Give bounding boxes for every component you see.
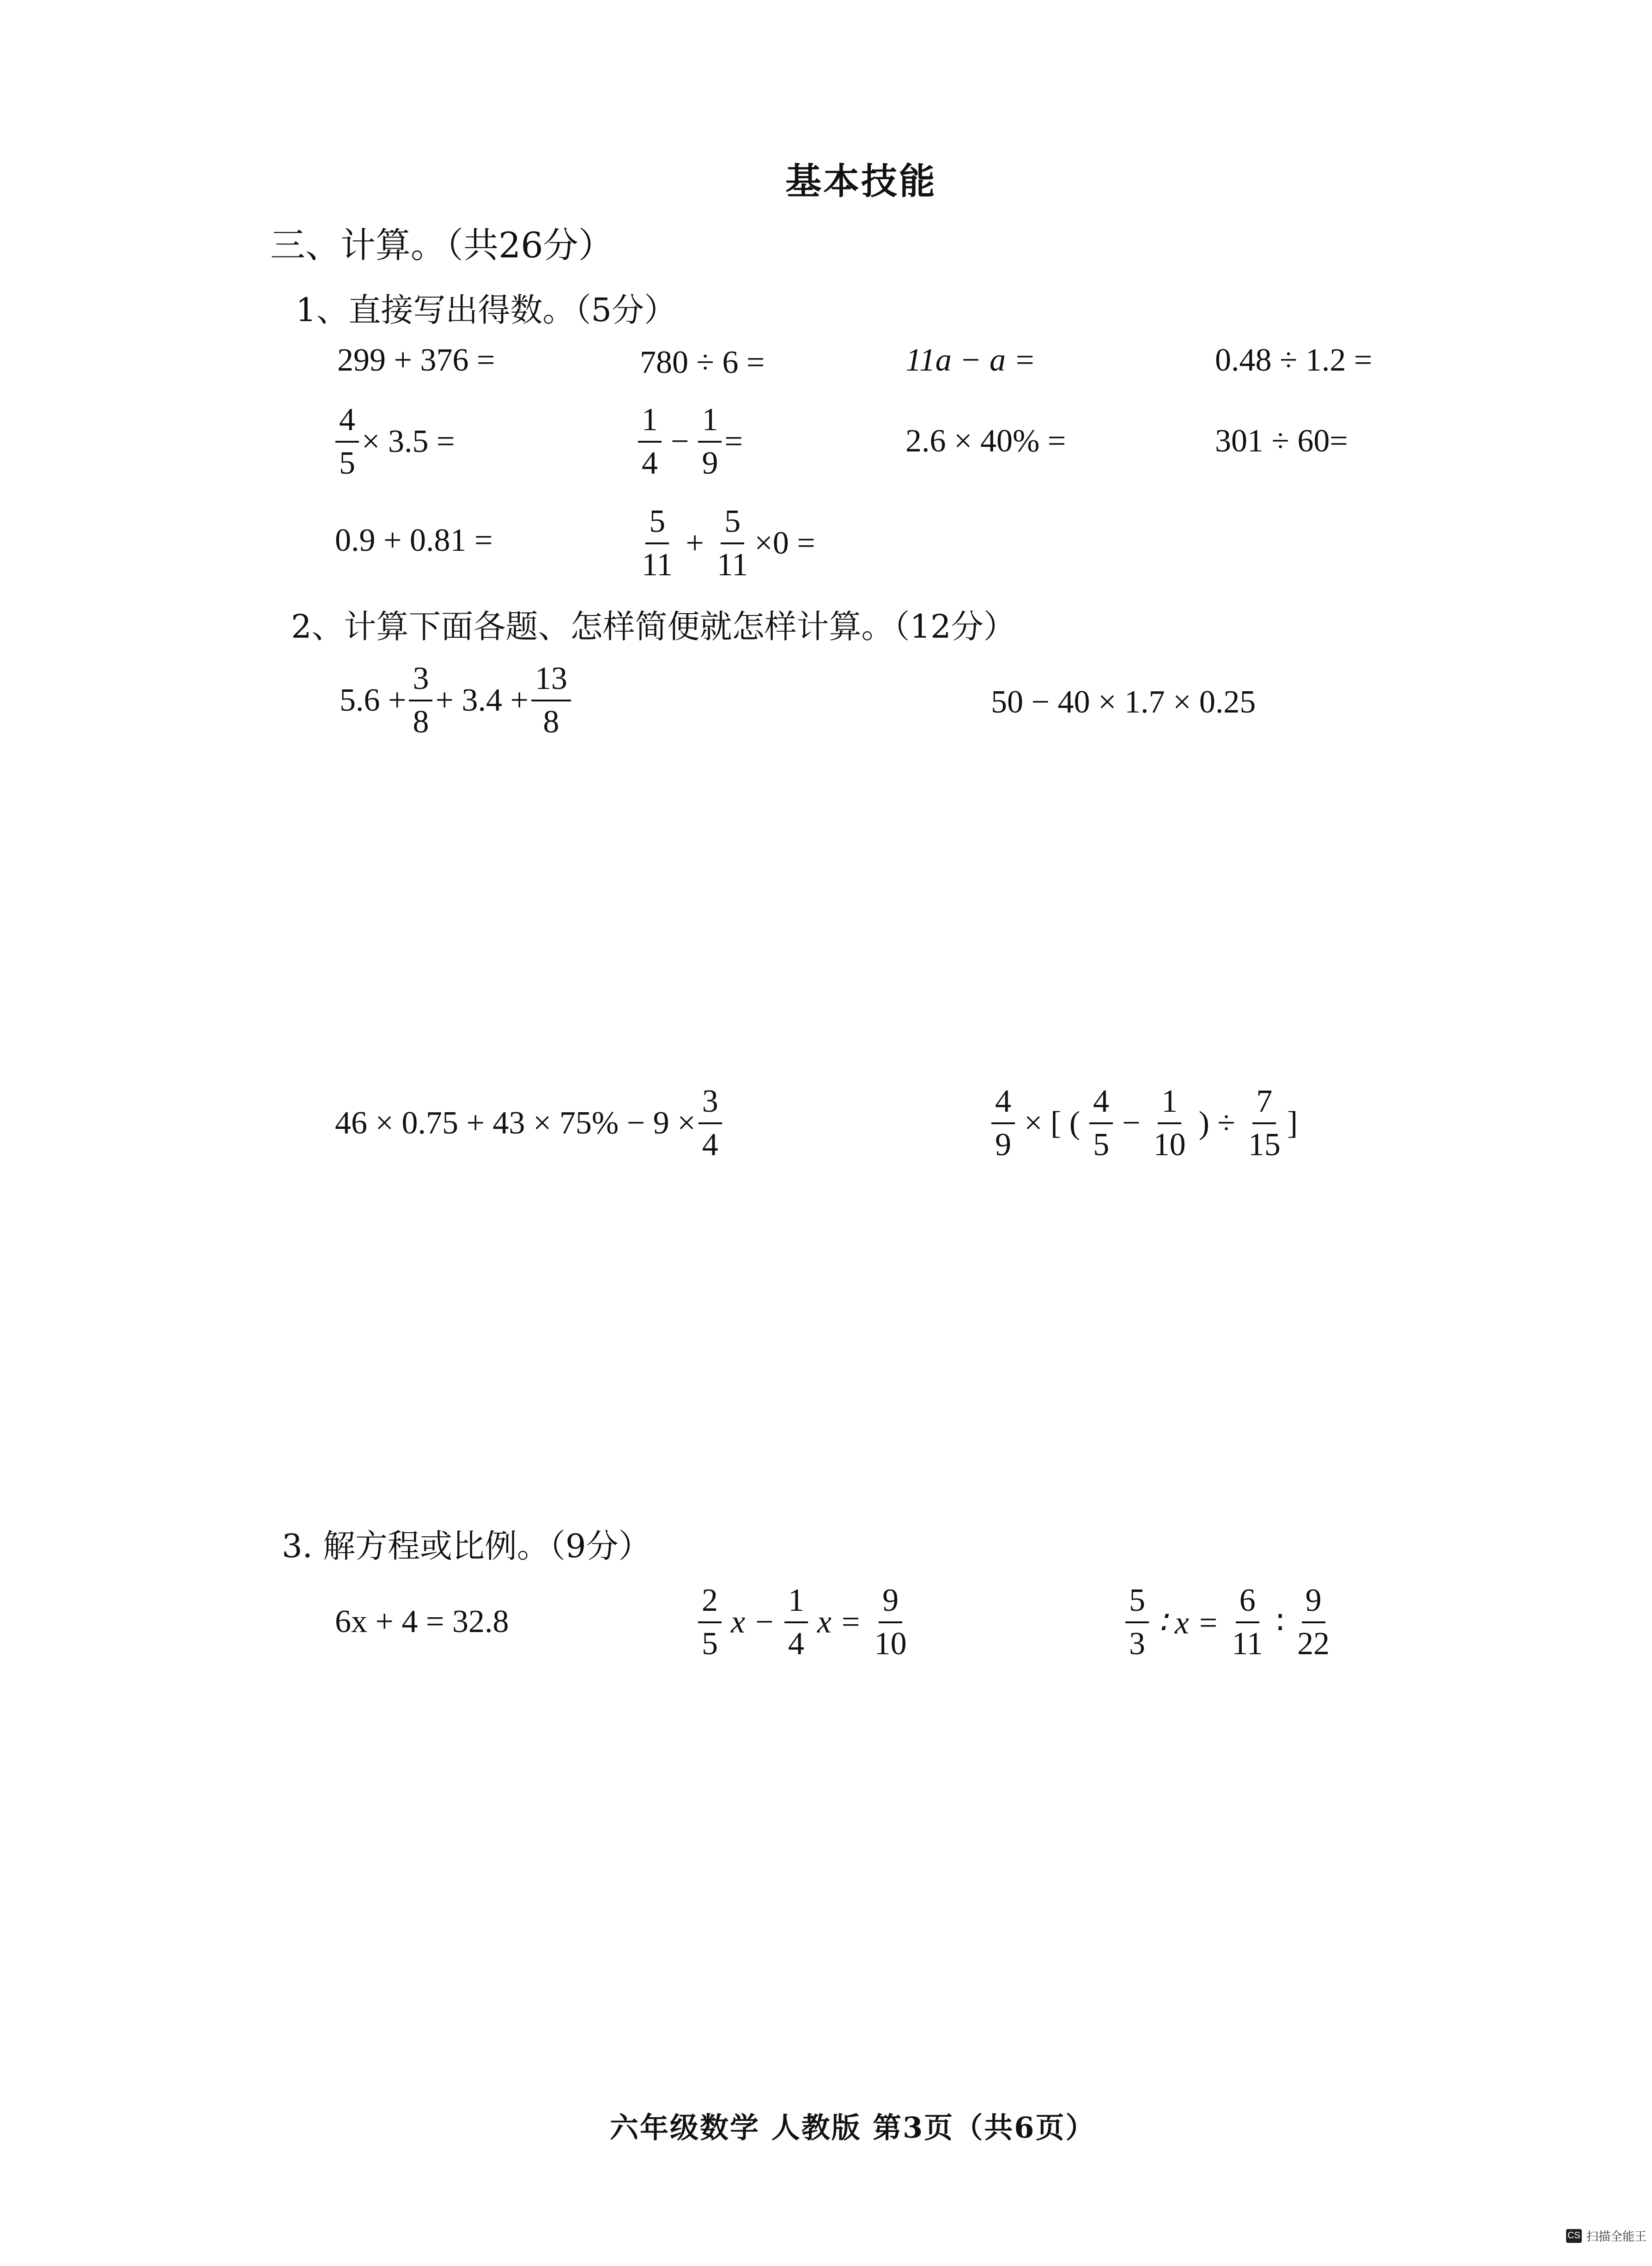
- operator: +: [686, 525, 704, 561]
- denominator: 5: [339, 445, 355, 481]
- q3-expr-3: [1123, 1583, 1336, 1662]
- q1-expr-1-text: 299 + 376 =: [337, 342, 495, 378]
- fraction: [871, 1583, 911, 1662]
- numerator: 4: [1089, 1084, 1113, 1124]
- q1-expr-5: [333, 402, 455, 481]
- q2-expr-2-text: 50 − 40 × 1.7 × 0.25: [991, 684, 1256, 720]
- q3-expr-1-text: 6x + 4 = 32.8: [335, 1604, 509, 1639]
- q1-expr-9: [335, 522, 492, 559]
- q1-expr-7: [905, 423, 1066, 460]
- numerator: 3: [409, 661, 432, 701]
- fraction: [1150, 1084, 1190, 1163]
- fraction: [698, 402, 722, 481]
- scanner-logo-icon: CS: [1566, 2229, 1582, 2243]
- bracket-close: ]: [1287, 1105, 1298, 1141]
- fraction: [698, 1583, 722, 1662]
- page-title: 基本技能: [785, 160, 937, 202]
- q2-heading: 2、计算下面各题、怎样简便就怎样计算。（12分）: [291, 608, 1016, 646]
- ratio-operator: ∶ x =: [1158, 1605, 1219, 1641]
- numerator: 9: [879, 1583, 902, 1623]
- denominator: 9: [702, 445, 718, 481]
- scanner-watermark-text: 扫描全能王: [1586, 2229, 1647, 2243]
- denominator: 22: [1297, 1626, 1330, 1662]
- q1-expr-5-rest: × 3.5 =: [362, 424, 455, 459]
- fraction: [1089, 1084, 1113, 1163]
- numerator: 9: [1302, 1583, 1325, 1623]
- denominator: 15: [1248, 1127, 1281, 1163]
- numerator: 3: [698, 1084, 722, 1124]
- numerator: 4: [991, 1084, 1015, 1124]
- numerator: 1: [698, 402, 722, 443]
- q1-expr-8: [1215, 423, 1348, 460]
- fraction: [991, 1084, 1015, 1163]
- q2-expr-1-lead: 5.6 +: [340, 682, 407, 718]
- fraction: [409, 661, 432, 740]
- denominator: 8: [413, 704, 429, 740]
- q1-expr-10: [635, 504, 815, 583]
- section-heading: 三、计算。（共26分）: [270, 225, 613, 266]
- fraction: [638, 402, 662, 481]
- numerator: 2: [698, 1583, 722, 1623]
- denominator: 10: [874, 1626, 907, 1662]
- q1-expr-6: [635, 402, 743, 481]
- q1-expr-3: [905, 342, 1036, 379]
- fraction: [335, 402, 359, 481]
- denominator: 3: [1129, 1626, 1145, 1662]
- numerator: 1: [784, 1583, 808, 1623]
- ratio-operator: ∶: [1275, 1605, 1285, 1641]
- denominator: 10: [1153, 1127, 1186, 1163]
- q1-heading: 1、直接写出得数。（5分）: [296, 291, 677, 329]
- q2-expr-1: [340, 661, 574, 740]
- divide-operator: ) ÷: [1198, 1105, 1235, 1141]
- denominator: 5: [1093, 1127, 1110, 1163]
- numerator: 1: [638, 402, 662, 443]
- numerator: 1: [1158, 1084, 1181, 1124]
- q1-expr-9-text: 0.9 + 0.81 =: [335, 523, 493, 558]
- operator: −: [1122, 1105, 1141, 1141]
- scanner-watermark: [1566, 2227, 1646, 2244]
- fraction: [531, 661, 571, 740]
- q1-expr-10-rest: ×0 =: [754, 525, 815, 561]
- q3-expr-1: [335, 1603, 509, 1640]
- variable-term: x =: [817, 1604, 862, 1640]
- denominator: 8: [543, 704, 559, 740]
- q3-expr-2: [695, 1583, 913, 1662]
- denominator: 11: [1232, 1626, 1263, 1662]
- q2-expr-2: [991, 684, 1256, 721]
- q2-expr-4: [989, 1084, 1298, 1163]
- fraction: [1245, 1084, 1284, 1163]
- denominator: 11: [642, 547, 673, 583]
- q1-expr-2-text: 780 ÷ 6 =: [640, 345, 765, 380]
- denominator: 5: [702, 1626, 718, 1662]
- q3-heading: 3. 解方程或比例。（9分）: [282, 1527, 651, 1565]
- q2-expr-3-lead: 46 × 0.75 + 43 × 75% − 9 ×: [335, 1105, 696, 1141]
- q2-expr-1-mid: + 3.4 +: [435, 682, 528, 718]
- denominator: 11: [717, 547, 748, 583]
- bracket-open: × [ (: [1024, 1105, 1081, 1141]
- fraction: [1125, 1583, 1149, 1662]
- numerator: 5: [721, 504, 744, 544]
- q2-expr-3: [335, 1084, 725, 1163]
- denominator: 9: [995, 1127, 1011, 1163]
- q1-expr-4: [1215, 342, 1372, 379]
- fraction: [713, 504, 752, 583]
- q1-expr-6-rest: =: [724, 424, 743, 459]
- numerator: 4: [335, 402, 359, 443]
- denominator: 4: [788, 1626, 804, 1662]
- fraction: [1228, 1583, 1267, 1662]
- q1-expr-4-text: 0.48 ÷ 1.2 =: [1215, 342, 1373, 378]
- numerator: 13: [531, 661, 571, 701]
- numerator: 6: [1236, 1583, 1259, 1623]
- denominator: 4: [642, 445, 658, 481]
- numerator: 5: [645, 504, 669, 544]
- q1-expr-8-text: 301 ÷ 60=: [1215, 423, 1348, 459]
- fraction: [1294, 1583, 1333, 1662]
- numerator: 7: [1252, 1084, 1276, 1124]
- denominator: 4: [702, 1127, 718, 1163]
- page-footer: 六年级数学 人教版 第3页（共6页）: [610, 2111, 1096, 2144]
- fraction: [638, 504, 676, 583]
- fraction: [698, 1084, 722, 1163]
- q1-expr-1: [337, 342, 495, 379]
- variable-term: x −: [731, 1604, 775, 1640]
- operator: −: [671, 424, 689, 459]
- numerator: 5: [1125, 1583, 1149, 1623]
- q1-expr-3-text: 11a − a =: [905, 342, 1036, 378]
- q1-expr-2: [640, 344, 765, 381]
- q1-expr-7-text: 2.6 × 40% =: [905, 423, 1066, 459]
- fraction: [784, 1583, 808, 1662]
